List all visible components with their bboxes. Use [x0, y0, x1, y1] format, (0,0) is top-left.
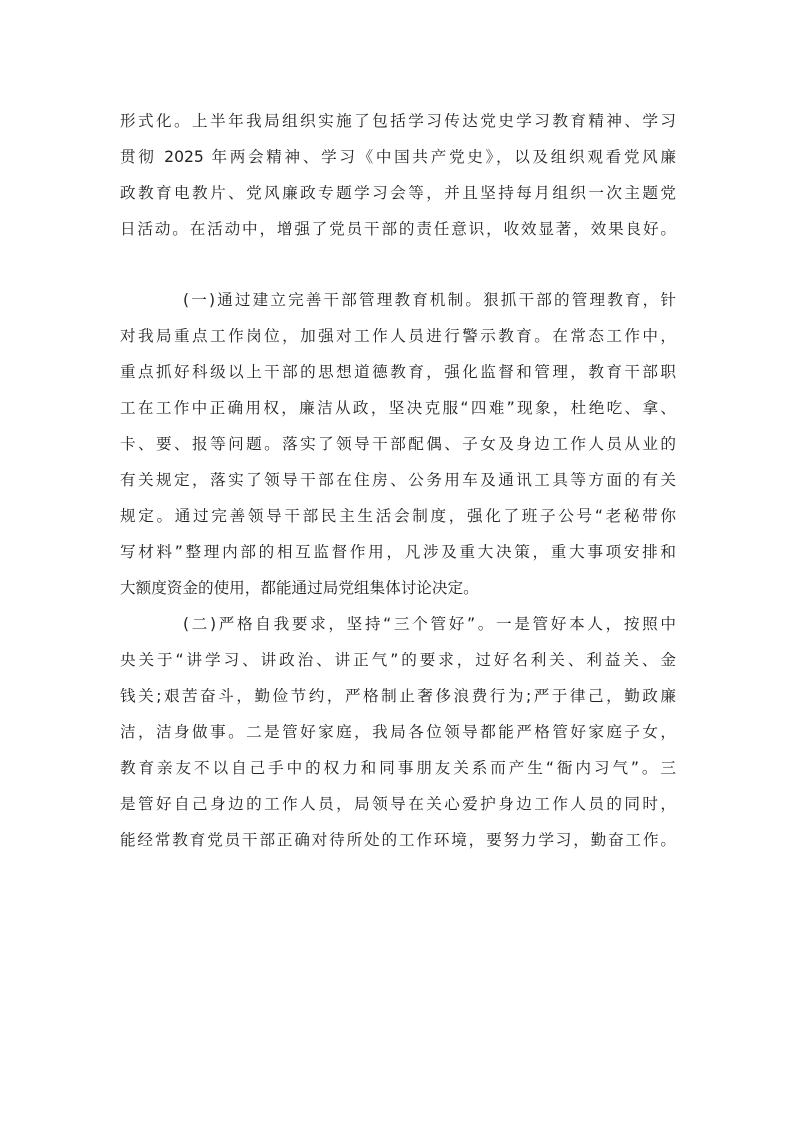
paragraph-section-two — [120, 606, 676, 858]
text-line: 教育亲友不以自己手中的权力和同事朋友关系而产生“衙内习气”。三 — [120, 759, 676, 777]
text-line: 能经常教育党员干部正确对待所处的工作环境，要努力学习，勤奋工作。 — [120, 831, 676, 849]
paragraph-intro — [120, 103, 676, 247]
text-line: (一)通过建立完善干部管理教育机制。狠抓干部的管理教育，针 — [183, 291, 676, 309]
text-line: 大额度资金的使用，都能通过局党组集体讨论决定。 — [120, 579, 479, 597]
text-line: 是管好自己身边的工作人员，局领导在关心爱护身边工作人员的同时， — [120, 795, 676, 813]
text-line: 对我局重点工作岗位，加强对工作人员进行警示教育。在常态工作中， — [120, 327, 676, 345]
text-line: 写材料”整理内部的相互监督作用，凡涉及重大决策，重大事项安排和 — [120, 543, 676, 561]
text-line: 有关规定，落实了领导干部在住房、公务用车及通讯工具等方面的有关 — [120, 471, 676, 489]
text-line: 洁，洁身做事。二是管好家庭，我局各位领导都能严格管好家庭子女， — [120, 723, 676, 741]
text-line: 日活动。在活动中，增强了党员干部的责任意识，收效显著，效果良好。 — [120, 220, 676, 238]
text-line: 规定。通过完善领导干部民主生活会制度，强化了班子公号“老秘带你 — [120, 507, 676, 525]
text-line: 形式化。上半年我局组织实施了包括学习传达党史学习教育精神、学习 — [120, 112, 676, 130]
document-body — [120, 103, 676, 858]
text-line: 卡、要、报等问题。落实了领导干部配偶、子女及身边工作人员从业的 — [120, 435, 676, 453]
text-line: 工在工作中正确用权，廉洁从政，坚决克服“四难”现象，杜绝吃、拿、 — [120, 399, 676, 417]
text-line: (二)严格自我要求，坚持“三个管好”。一是管好本人，按照中 — [183, 615, 676, 633]
text-line: 贯彻 2025 年两会精神、学习《中国共产党史》，以及组织观看党风廉 — [120, 148, 676, 166]
paragraph-spacer — [120, 247, 676, 282]
text-line: 政教育电教片、党风廉政专题学习会等，并且坚持每月组织一次主题党 — [120, 184, 676, 202]
paragraph-section-one — [120, 282, 676, 606]
text-line: 重点抓好科级以上干部的思想道德教育，强化监督和管理，教育干部职 — [120, 363, 676, 381]
text-line: 央关于“讲学习、讲政治、讲正气”的要求，过好名利关、利益关、金 — [120, 651, 676, 669]
text-line: 钱关;艰苦奋斗，勤俭节约，严格制止奢侈浪费行为;严于律己，勤政廉 — [120, 687, 676, 705]
